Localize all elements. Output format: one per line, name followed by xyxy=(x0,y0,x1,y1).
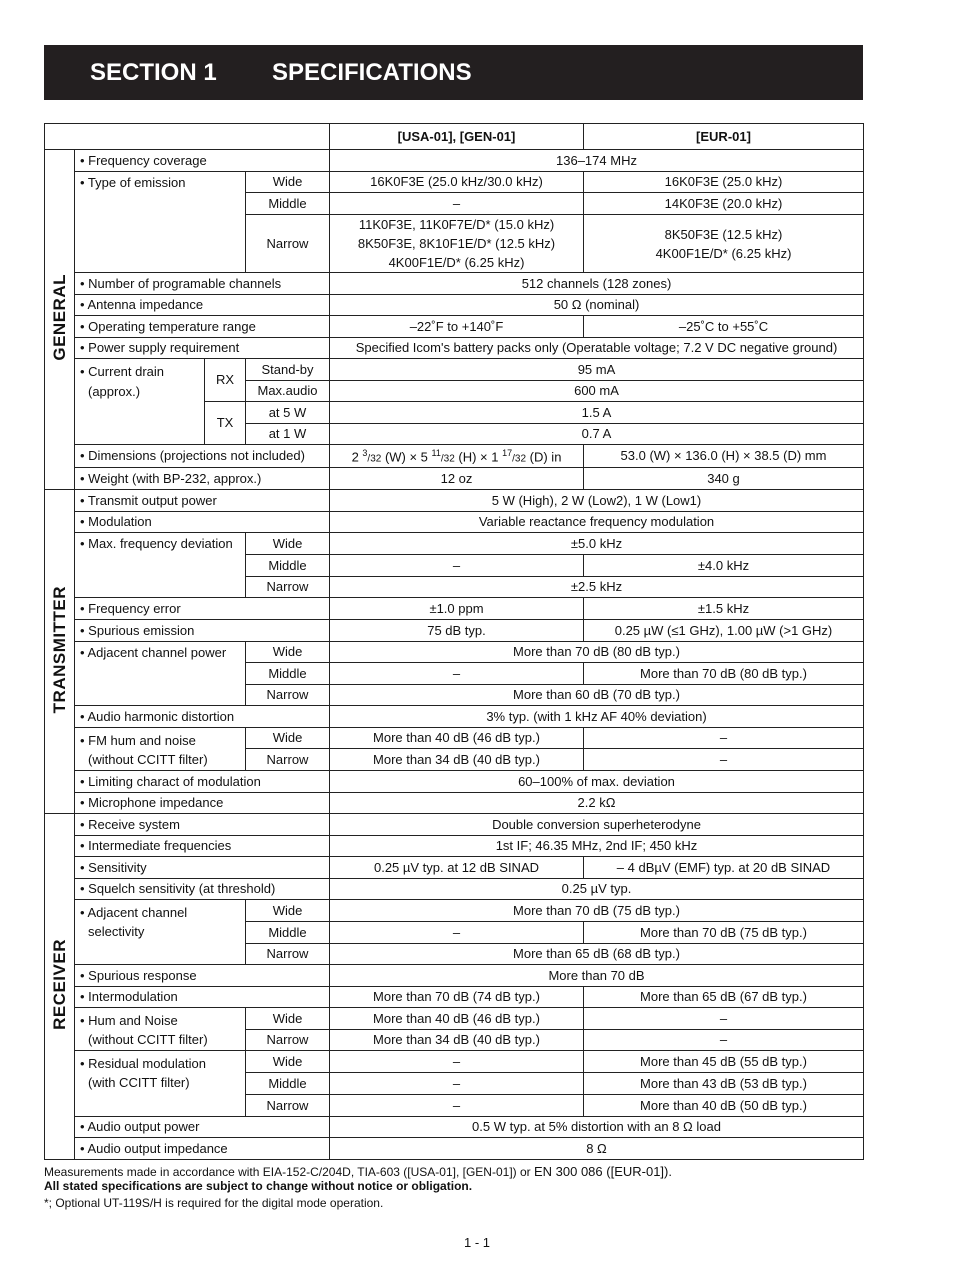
row-label: • Spurious response xyxy=(75,965,330,987)
usa-value: More than 40 dB (46 dB typ.) xyxy=(330,728,584,749)
row-label: • Hum and Noise (without CCITT filter) xyxy=(75,1008,246,1051)
row-label: • Sensitivity xyxy=(75,857,330,879)
row-label: • Weight (with BP-232, approx.) xyxy=(75,468,330,490)
row-value: 2.2 kΩ xyxy=(330,793,864,814)
sub-label: Middle xyxy=(246,555,330,577)
column-eur: [EUR-01] xyxy=(584,124,864,150)
row-label: • Audio harmonic distortion xyxy=(75,706,330,728)
sub-label: Middle xyxy=(246,663,330,685)
row-label: • Audio output impedance xyxy=(75,1138,330,1160)
header-blank xyxy=(45,124,330,150)
row-label: • Receive system xyxy=(75,814,330,836)
sub-label: Middle xyxy=(246,1073,330,1095)
rx-label: RX xyxy=(205,359,246,402)
row-label: • Adjacent channel power xyxy=(75,642,246,706)
sub-label: Wide xyxy=(246,1008,330,1030)
row-label: • Frequency coverage xyxy=(75,150,330,172)
eur-value: More than 40 dB (50 dB typ.) xyxy=(584,1095,864,1117)
eur-value: More than 45 dB (55 dB typ.) xyxy=(584,1051,864,1073)
row-value: Double conversion superheterodyne xyxy=(330,814,864,836)
row-value: 95 mA xyxy=(330,359,864,381)
sub-label: Wide xyxy=(246,728,330,749)
row-label: • Max. frequency deviation xyxy=(75,533,246,598)
eur-value: 53.0 (W) × 136.0 (H) × 38.5 (D) mm xyxy=(584,445,864,468)
section-number: SECTION 1 xyxy=(90,58,217,86)
usa-value: 2 $^3$/32 (W) × 5 $^{11}$/32 (H) × 1 $^{17}$/32 (D) in xyxy=(330,445,584,468)
usa-value: – xyxy=(330,555,584,577)
eur-value: –25˚C to +55˚C xyxy=(584,316,864,338)
row-value: More than 70 dB (80 dB typ.) xyxy=(330,642,864,663)
row-label: • Frequency error xyxy=(75,598,330,620)
row-label: • Number of programable channels xyxy=(75,273,330,295)
eur-value: More than 65 dB (67 dB typ.) xyxy=(584,987,864,1008)
column-usa: [USA-01], [GEN-01] xyxy=(330,124,584,150)
row-label: • Residual modulation (with CCITT filter) xyxy=(75,1051,246,1117)
eur-value: More than 70 dB (80 dB typ.) xyxy=(584,663,864,685)
row-value: 0.7 A xyxy=(330,424,864,445)
row-value: More than 70 dB (75 dB typ.) xyxy=(330,900,864,922)
usa-value: – xyxy=(330,193,584,215)
eur-value: More than 70 dB (75 dB typ.) xyxy=(584,922,864,944)
row-value: 136–174 MHz xyxy=(330,150,864,172)
row-value: 0.5 W typ. at 5% distortion with an 8 Ω load xyxy=(330,1117,864,1138)
sub-label: at 1 W xyxy=(246,424,330,445)
row-label: • Squelch sensitivity (at threshold) xyxy=(75,879,330,900)
row-value: 0.25 µV typ. xyxy=(330,879,864,900)
row-value: 512 channels (128 zones) xyxy=(330,273,864,295)
usa-value: 0.25 µV typ. at 12 dB SINAD xyxy=(330,857,584,879)
row-label: • FM hum and noise (without CCITT filter) xyxy=(75,728,246,771)
eur-value: – xyxy=(584,749,864,771)
row-label: • Limiting charact of modulation xyxy=(75,771,330,793)
tx-label: TX xyxy=(205,402,246,445)
sub-label: Wide xyxy=(246,172,330,193)
usa-value: 12 oz xyxy=(330,468,584,490)
sub-label: Narrow xyxy=(246,577,330,598)
optional-unit-note: *; Optional UT-119S/H is required for the digital mode operation. xyxy=(44,1196,384,1210)
row-value: Variable reactance frequency modulation xyxy=(330,512,864,533)
sub-label: Narrow xyxy=(246,685,330,706)
eur-value: More than 43 dB (53 dB typ.) xyxy=(584,1073,864,1095)
group-receiver: RECEIVER xyxy=(45,814,75,1160)
eur-value: ±1.5 kHz xyxy=(584,598,864,620)
sub-label: Wide xyxy=(246,642,330,663)
usa-value: More than 70 dB (74 dB typ.) xyxy=(330,987,584,1008)
eur-value: 8K50F3E (12.5 kHz) 4K00F1E/D* (6.25 kHz) xyxy=(584,215,864,273)
specifications-table xyxy=(44,123,864,1160)
usa-value: 75 dB typ. xyxy=(330,620,584,642)
usa-value: – xyxy=(330,663,584,685)
eur-value: 16K0F3E (25.0 kHz) xyxy=(584,172,864,193)
usa-value: –22˚F to +140˚F xyxy=(330,316,584,338)
sub-label: Stand-by xyxy=(246,359,330,381)
row-value: Specified Icom's battery packs only (Operatable voltage; 7.2 V DC negative ground) xyxy=(330,338,864,359)
row-value: 600 mA xyxy=(330,381,864,402)
eur-value: – 4 dBµV (EMF) typ. at 20 dB SINAD xyxy=(584,857,864,879)
row-label: • Type of emission xyxy=(75,172,246,273)
sub-label: Middle xyxy=(246,193,330,215)
sub-label: Narrow xyxy=(246,749,330,771)
row-label: • Operating temperature range xyxy=(75,316,330,338)
row-value: 8 Ω xyxy=(330,1138,864,1160)
usa-value: More than 40 dB (46 dB typ.) xyxy=(330,1008,584,1030)
row-value: 1.5 A xyxy=(330,402,864,424)
measurement-note: Measurements made in accordance with EIA-152-C/204D, TIA-603 ([USA-01], [GEN-01]) or EN 300 086 ([EUR-01]). xyxy=(44,1164,672,1179)
row-value: More than 65 dB (68 dB typ.) xyxy=(330,944,864,965)
change-notice: All stated specifications are subject to change without notice or obligation. xyxy=(44,1179,473,1193)
eur-value: – xyxy=(584,1008,864,1030)
row-value: 3% typ. (with 1 kHz AF 40% deviation) xyxy=(330,706,864,728)
sub-label: Max.audio xyxy=(246,381,330,402)
page-number: 1 - 1 xyxy=(463,1235,490,1250)
row-value: 1st IF; 46.35 MHz, 2nd IF; 450 kHz xyxy=(330,836,864,857)
usa-value: – xyxy=(330,1051,584,1073)
row-label: • Microphone impedance xyxy=(75,793,330,814)
eur-value: 14K0F3E (20.0 kHz) xyxy=(584,193,864,215)
eur-value: 0.25 µW (≤1 GHz), 1.00 µW (>1 GHz) xyxy=(584,620,864,642)
sub-label: Middle xyxy=(246,922,330,944)
row-label: • Intermodulation xyxy=(75,987,330,1008)
row-value: More than 60 dB (70 dB typ.) xyxy=(330,685,864,706)
sub-label: Wide xyxy=(246,533,330,555)
usa-value: More than 34 dB (40 dB typ.) xyxy=(330,1030,584,1051)
eur-value: ±4.0 kHz xyxy=(584,555,864,577)
sub-label: at 5 W xyxy=(246,402,330,424)
row-label: • Intermediate frequencies xyxy=(75,836,330,857)
row-value: ±2.5 kHz xyxy=(330,577,864,598)
usa-value: – xyxy=(330,1073,584,1095)
usa-value: – xyxy=(330,1095,584,1117)
row-label: • Spurious emission xyxy=(75,620,330,642)
section-header xyxy=(44,45,863,100)
row-value: More than 70 dB xyxy=(330,965,864,987)
row-value: 60–100% of max. deviation xyxy=(330,771,864,793)
row-value: 5 W (High), 2 W (Low2), 1 W (Low1) xyxy=(330,490,864,512)
section-title: SPECIFICATIONS xyxy=(272,58,472,86)
usa-value: – xyxy=(330,922,584,944)
row-value: 50 Ω (nominal) xyxy=(330,295,864,316)
usa-value: More than 34 dB (40 dB typ.) xyxy=(330,749,584,771)
row-label: • Dimensions (projections not included) xyxy=(75,445,330,468)
sub-label: Narrow xyxy=(246,1095,330,1117)
group-transmitter: TRANSMITTER xyxy=(45,490,75,814)
row-label: • Antenna impedance xyxy=(75,295,330,316)
row-label: • Audio output power xyxy=(75,1117,330,1138)
sub-label: Narrow xyxy=(246,215,330,273)
sub-label: Wide xyxy=(246,900,330,922)
usa-value: ±1.0 ppm xyxy=(330,598,584,620)
row-value: ±5.0 kHz xyxy=(330,533,864,555)
eur-value: 340 g xyxy=(584,468,864,490)
footnotes xyxy=(44,1163,904,1212)
row-label: • Modulation xyxy=(75,512,330,533)
row-label: • Adjacent channel selectivity xyxy=(75,900,246,965)
sub-label: Narrow xyxy=(246,944,330,965)
sub-label: Wide xyxy=(246,1051,330,1073)
sub-label: Narrow xyxy=(246,1030,330,1051)
group-general: GENERAL xyxy=(45,150,75,490)
row-label: • Transmit output power xyxy=(75,490,330,512)
eur-value: – xyxy=(584,1030,864,1051)
row-label: • Current drain (approx.) xyxy=(75,359,205,445)
eur-value: – xyxy=(584,728,864,749)
usa-value: 16K0F3E (25.0 kHz/30.0 kHz) xyxy=(330,172,584,193)
row-label: • Power supply requirement xyxy=(75,338,330,359)
usa-value: 11K0F3E, 11K0F7E/D* (15.0 kHz) 8K50F3E, 8K10F1E/D* (12.5 kHz) 4K00F1E/D* (6.25 kHz) xyxy=(330,215,584,273)
